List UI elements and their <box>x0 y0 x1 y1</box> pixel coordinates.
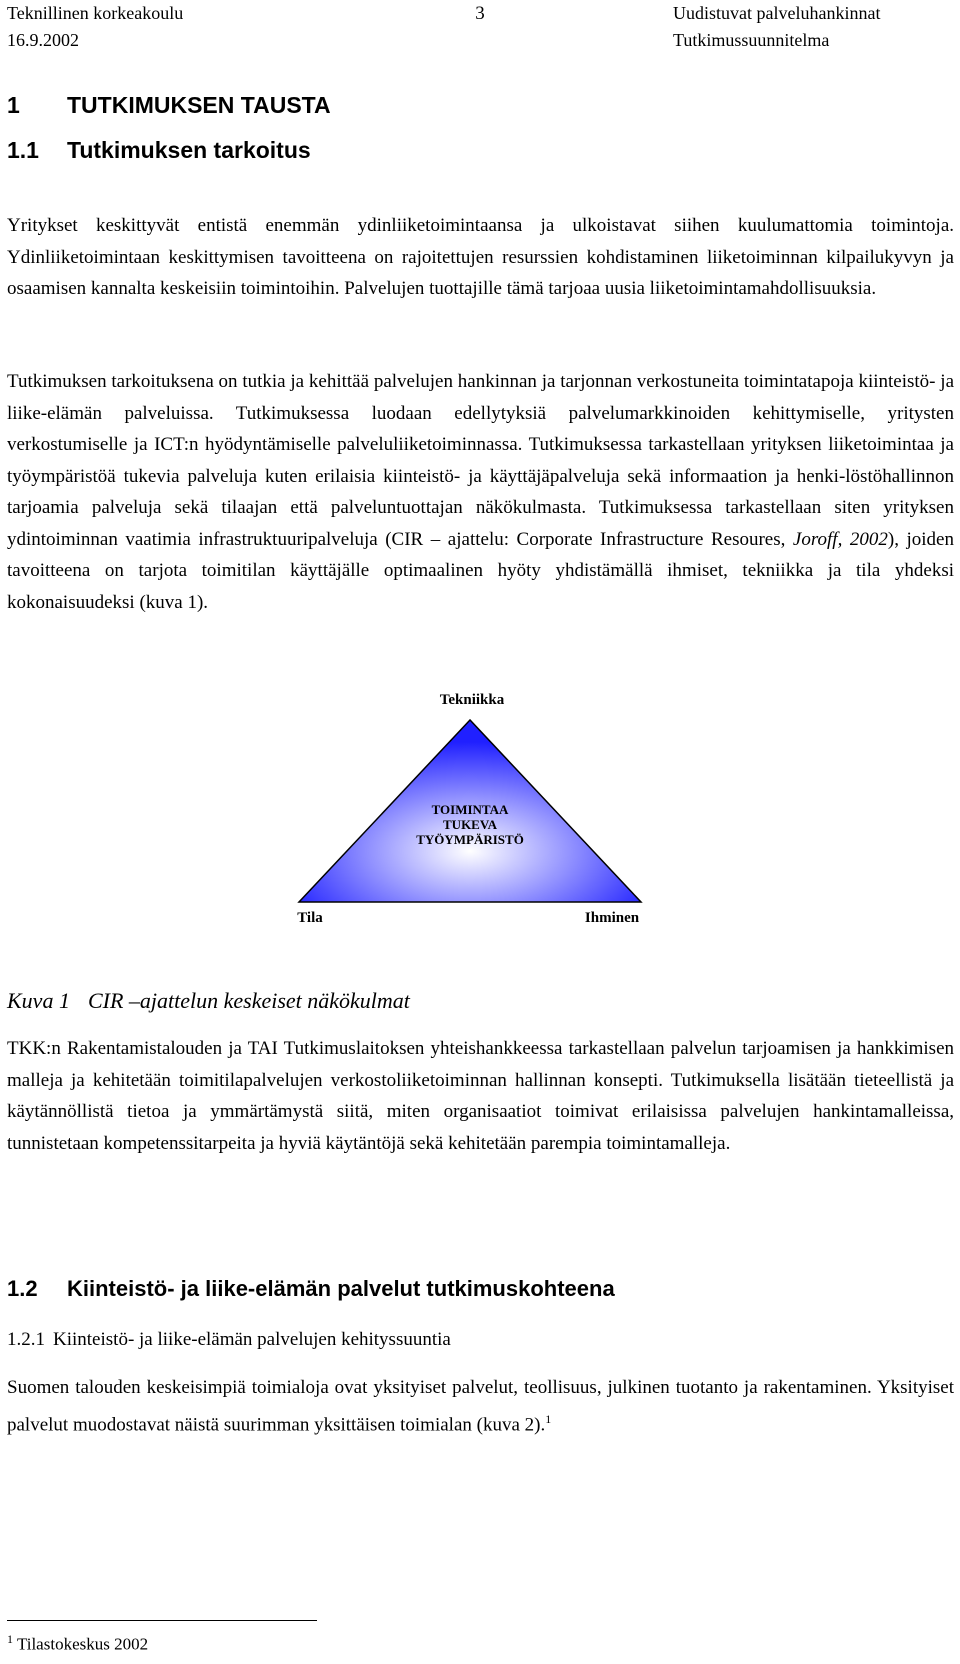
section-heading-1-2 <box>7 1276 615 1302</box>
paragraph-project <box>7 1033 954 1159</box>
paragraph-text-part: Suomen talouden keskeisimpiä toimialoja ovat yksityiset palvelut, teollisuus, julkinen tuotanto ja rakentaminen. Yksityiset palvelut muodostavat näistä suurimman yksittäisen toimialan (kuva 2). <box>7 1377 954 1435</box>
section-number: 1.2 <box>7 1276 38 1301</box>
document-date: 16.9.2002 <box>7 30 79 50</box>
paragraph-text-part: Tutkimuksen tarkoituksena on tutkia ja kehittää palvelujen hankinnan ja tarjonnan verkostuneita toimintatapoja kiinteistö- ja liike-elämän palveluissa. Tutkimuksessa luodaan edellytyksiä palvelumarkkinoiden kehittymiselle, yritysten verkostumiselle ja ICT:n hyödyntämiselle palveluliiketoiminnassa. Tutkimuksessa tarkastellaan yrityksen liiketoimintaa ja työympäristöä tukevia palveluja kuten erilaisia kiinteistö- ja käyttäjäpalveluja sekä informaation ja henki-löstöhallinnon tarjoamia palveluja sekä tilaajan että palveluntuottajan näkökulmasta. Tutkimuksessa tarkastellaan siten yrityksen ydintoiminnan vaatimia infrastruktuuripalveluja (CIR – ajattelu: Corporate Infrastructure Resoures, <box>7 371 954 550</box>
page-header-right <box>673 0 880 54</box>
institution-name: Teknillinen korkeakoulu <box>7 3 184 23</box>
section-title: TUTKIMUKSEN TAUSTA <box>67 92 331 118</box>
paragraph-text <box>7 1372 954 1440</box>
paragraph-text-part: ), joiden tavoitteena on tarjota toimitilan käyttäjälle optimaalinen hyöty yhdistämällä ihmiset, tekniikka ja tila yhdeksi kokonaisuudeksi (kuva 1). <box>7 528 954 613</box>
center-label-line3: TYÖYMPÄRISTÖ <box>416 832 524 847</box>
footnote-text: Tilastokeskus 2002 <box>16 1634 149 1654</box>
caption-number: Kuva 1 <box>7 988 70 1013</box>
footnote <box>7 1632 148 1655</box>
label-tekniikka: Tekniikka <box>439 692 505 708</box>
page-number: 3 <box>475 3 485 24</box>
section-heading-1 <box>7 92 331 119</box>
citation: Joroff, 2002 <box>792 528 888 550</box>
section-number: 1.2.1 <box>7 1329 45 1350</box>
project-title: Uudistuvat palveluhankinnat <box>673 3 881 23</box>
footnote-reference[interactable]: 1 <box>545 1411 552 1426</box>
section-heading-1-2-1 <box>7 1329 451 1351</box>
paragraph-text: Yritykset keskittyvät entistä enemmän ydinliiketoimintaansa ja ulkoistavat siihen kuulumattomia toimintoja. Ydinliiketoimintaan keskittymisen tavoitteena on rajoitettujen resurssien kohdistaminen liiketoiminnan kilpailukyvyn ja osaamisen kannalta keskeisiin toimintoihin. Palvelujen tuottajille tämä tarjoaa uusia liiketoimintamahdollisuuksia. <box>7 215 954 299</box>
figure-caption <box>7 988 410 1014</box>
center-label-line2: TUKEVA <box>443 817 497 832</box>
center-label-line1: TOIMINTAA <box>431 802 509 817</box>
section-title: Kiinteistö- ja liike-elämän palvelut tutkimuskohteena <box>67 1276 615 1301</box>
section-title: Kiinteistö- ja liike-elämän palvelujen kehityssuuntia <box>53 1329 451 1350</box>
section-number: 1.1 <box>7 137 39 163</box>
paragraph-economy <box>7 1372 954 1440</box>
section-heading-1-1 <box>7 137 311 164</box>
paragraph-text: TKK:n Rakentamistalouden ja TAI Tutkimuslaitoksen yhteishankkeessa tarkastellaan palvelun tarjoamisen ja hankkimisen malleja ja kehitetään toimitilapalvelujen verkostoliiketoiminnan hallinnan konsepti. Tutkimuksella lisätään tieteellistä ja käytännöllistä tietoa ja ymmärtämystä siitä, miten organisaatiot toimivat erilaisissa palvelujen hankintamalleissa, tunnistetaan kompetenssitarpeita ja hyviä käytäntöjä sekä kehitetään parempia toimintamalleja. <box>7 1038 954 1154</box>
footnote-divider <box>7 1620 317 1621</box>
document-type: Tutkimussuunnitelma <box>673 30 830 50</box>
paragraph-text <box>7 366 954 618</box>
label-tila: Tila <box>297 910 323 926</box>
paragraph-intro <box>7 210 954 305</box>
cir-triangle-diagram <box>0 692 960 958</box>
label-ihminen: Ihminen <box>584 910 640 926</box>
footnote-number: 1 <box>7 1632 13 1646</box>
paragraph-purpose <box>7 366 954 618</box>
section-title: Tutkimuksen tarkoitus <box>67 137 311 163</box>
cir-figure <box>0 692 960 958</box>
section-number: 1 <box>7 92 20 118</box>
caption-text: CIR –ajattelun keskeiset näkökulmat <box>87 988 410 1013</box>
